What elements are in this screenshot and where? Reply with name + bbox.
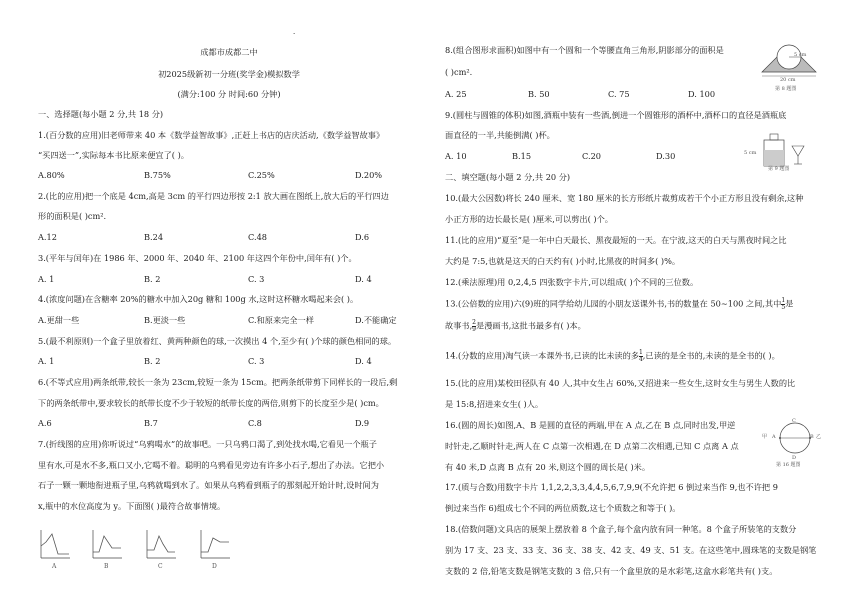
q1-option-a: A.80% xyxy=(38,170,65,180)
q13-fraction1-num: 1 xyxy=(781,297,786,304)
q13-line2-tail: 是漫画书,这批书最多有( )本。 xyxy=(476,320,586,331)
q8-dim-base: 20 cm xyxy=(780,77,796,83)
q8-caption: 第 8 题图 xyxy=(775,86,797,92)
q6-line1: 6.(不等式应用)两条纸带,较长一条为 23cm,较短一条为 15cm。把两条纸带剪下同样长的一段后,剩 xyxy=(38,377,398,387)
q1-line1: 1.(百分数的应用)旧老师带来 40 本《数学益智故事》,正赶上书店的店庆活动,《数学益智故事》 xyxy=(38,130,385,140)
q9-dim: 5 cm xyxy=(744,150,757,156)
q7-line3: 石子一颗一颗地衔进瓶子里,乌鸦就喝到水了。如果从乌鸦看到瓶子的那刻起开始计时,设时间为 xyxy=(38,480,379,490)
q16-caption: 第 16 题图 xyxy=(776,462,801,468)
q7-graph-label-c: C xyxy=(158,563,163,570)
q3-option-d: D. 4 xyxy=(355,274,372,284)
q2-option-c: C.48 xyxy=(248,232,267,242)
q2-line2: 形的面积是( )cm². xyxy=(38,211,107,221)
q8-option-a: A. 25 xyxy=(445,89,467,99)
q9-option-b: B.15 xyxy=(512,151,532,161)
q8-option-b: B. 50 xyxy=(528,89,550,99)
q2-option-b: B.24 xyxy=(144,232,164,242)
q1-option-b: B.75% xyxy=(144,170,171,180)
q4-option-d: D.不能确定 xyxy=(355,315,397,325)
q14-line1 xyxy=(445,350,780,363)
q13-line1-tail: 是 xyxy=(785,298,794,309)
q3-line1: 3.(平年与闰年)在 1986 年、2000 年、2040 年、2100 年这四个年份中,闰年有( )个。 xyxy=(38,253,357,263)
q16-label-d: D xyxy=(792,455,797,461)
q9-line1: 9.(圆柱与圆锥的体积)如图,酒瓶中装有一些酒,倒进一个圆锥形的酒杯中,酒杯口的直径是酒瓶底 xyxy=(445,110,787,120)
q18-line3: 支数的 2 倍,铅笔支数是钢笔支数的 3 倍,只有一个盒里放的是水彩笔,这盒水彩笔共有( )支。 xyxy=(445,566,778,576)
q4-line1: 4.(浓度问题)在含糖率 20%的糖水中加入20g 糖和 100g 水,这时这杯糖水喝起来会( )。 xyxy=(38,294,359,304)
q13-line2-text: 故事书, xyxy=(445,320,473,331)
q4-option-c: C.和原来完全一样 xyxy=(248,315,314,325)
q1-option-c: C.25% xyxy=(248,170,275,180)
q9-caption: 第 9 题图 xyxy=(768,166,790,172)
q7-graph-label-d: D xyxy=(212,563,217,570)
q1-line2: “买四送一”,实际每本书比原来便宜了( )。 xyxy=(38,150,189,160)
q14-fraction-den: 4 xyxy=(638,356,643,363)
q9-option-c: C.20 xyxy=(582,151,601,161)
q9-option-d: D.30 xyxy=(656,151,676,161)
q5-option-b: B. 2 xyxy=(144,356,161,366)
q16-label-a: A xyxy=(772,434,776,440)
q1-option-d: D.20% xyxy=(355,170,383,180)
q17-line2: 倒过来当作 6)组成七个不同的两位质数,这七个质数之和等于( )。 xyxy=(445,503,681,513)
q6-option-b: B.7 xyxy=(144,418,158,428)
q10-line2: 小正方形的边长最长是( )厘米,可以剪出( )个。 xyxy=(445,214,613,224)
q16-line2: 时针走,乙顺时针走,两人在 C 点第一次相遇,在 D 点第二次相遇,已知 C 点离 A 点 xyxy=(445,441,739,451)
q11-line2: 大约是 7:5,也就是这天的白天约有( )小时,比黑夜的时间多( )%。 xyxy=(445,256,681,266)
q8-dim-radius: 5 cm xyxy=(794,52,807,58)
q5-line1: 5.(最不利原则)一个盒子里放着红、黄两种颜色的球,一次摸出 4 个,至少有( )个球的颜色相同的球。 xyxy=(38,336,397,346)
q5-option-d: D. 4 xyxy=(355,356,372,366)
school-name: 成都市成都二中 xyxy=(200,47,258,57)
q4-option-a: A.更甜一些 xyxy=(38,315,80,325)
q6-option-c: C.8 xyxy=(248,418,262,428)
q8-line2: ( )cm². xyxy=(445,67,473,77)
q16-label-yi: 乙 xyxy=(816,434,822,440)
q2-line1: 2.(比的应用)把一个底是 4cm,高是 3cm 的平行四边形按 2:1 放大画在图纸上,放大后的平行四边 xyxy=(38,191,389,201)
q16-label-jia: 甲 xyxy=(762,434,768,440)
q8-option-d: D. 100 xyxy=(688,89,716,99)
top-dot: · xyxy=(293,30,296,38)
q8-line1: 8.(组合图形求面积)如图中有一个圆和一个等腰直角三角形,阴影部分的面积是 xyxy=(445,45,724,55)
q17-line1: 17.(质与合数)用数字卡片 1,1,2,2,3,3,4,4,5,6,7,9,9(不允许把 6 倒过来当作 9,也不许把 9 xyxy=(445,482,778,492)
q18-line1: 18.(倍数问题)文具店的展架上摆放着 8 个盒子,每个盒内放有同一种笔。8 个盒子所装笔的支数分 xyxy=(445,524,797,534)
q2-option-d: D.6 xyxy=(355,232,370,242)
q9-figure xyxy=(752,132,812,170)
q16-line3: 有 40 米,D 点离 B 点有 20 米,则这个圆的周长是( )米。 xyxy=(445,462,651,472)
q13-fraction2-den: 9 xyxy=(472,326,476,333)
q13-fraction2-num: 2 xyxy=(472,319,476,326)
q6-option-d: D.9 xyxy=(355,418,370,428)
q8-option-c: C. 75 xyxy=(608,89,630,99)
q5-option-c: C. 3 xyxy=(248,356,265,366)
q18-line2: 别为 17 支、23 支、33 支、36 支、38 支、42 支、49 支、51 支。在这些笔中,圆珠笔的支数是钢笔 xyxy=(445,545,817,555)
q13-fraction1-den: 5 xyxy=(781,304,786,311)
q3-option-b: B. 2 xyxy=(144,274,161,284)
q7-line1: 7.(折线图的应用)你听说过“乌鸦喝水”的故事吧。一只乌鸦口渴了,到处找水喝,它看见一个瓶子 xyxy=(38,439,377,449)
q7-graph-b xyxy=(90,528,124,564)
q4-option-b: B.更淡一些 xyxy=(144,315,186,325)
q15-line2: 是 15:8,招进来女生( )人。 xyxy=(445,399,544,409)
q14-line1-tail: ,已读的是全书的,未读的是全书的( )。 xyxy=(642,350,780,361)
section-choice-title: 一、选择题(每小题 2 分,共 18 分) xyxy=(38,109,164,119)
q7-line2: 里有水,可是水不多,瓶口又小,它喝不着。聪明的乌鸦看见旁边有许多小石子,想出了办法。它把小 xyxy=(38,460,385,470)
q7-graph-a xyxy=(38,528,72,564)
q6-line2: 下的两条纸带中,要求较长的纸带长度不少于较短的纸带长度的两倍,则剪下的长度至少是( )cm。 xyxy=(38,398,384,408)
q11-line1: 11.(比的应用)“夏至”是一年中白天最长、黑夜最短的一天。在宁波,这天的白天与黑夜时间之比 xyxy=(445,235,787,245)
q13-line2 xyxy=(445,320,586,333)
q9-line2: 面直径的一半,共能倒满( )杯。 xyxy=(445,130,555,140)
q16-line1: 16.(圆的周长)如图,A、B 是圆的直径的两端,甲在 A 点,乙在 B 点,同时出发,甲逆 xyxy=(445,420,736,430)
q10-line1: 10.(最大公因数)将长 240 厘米、宽 180 厘米的长方形纸片裁剪成若干个小正方形且没有剩余,这种 xyxy=(445,193,804,203)
q15-line1: 15.(比的应用)某校田径队有 40 人,其中女生占 60%,又招进来一些女生,这时女生与男生人数的比 xyxy=(445,378,796,388)
q3-option-c: C. 3 xyxy=(248,274,265,284)
q6-option-a: A.6 xyxy=(38,418,52,428)
q3-option-a: A. 1 xyxy=(38,274,55,284)
q5-option-a: A. 1 xyxy=(38,356,55,366)
q16-label-b: B xyxy=(810,434,814,440)
q13-line1 xyxy=(445,298,793,311)
q9-option-a: A. 10 xyxy=(445,151,467,161)
q7-graph-c xyxy=(144,528,178,564)
q14-fraction-num: 1 xyxy=(638,349,643,356)
q7-graph-label-b: B xyxy=(104,563,109,570)
section-fill-title: 二、填空题(每小题 2 分,共 20 分) xyxy=(445,172,571,182)
q14-line1-text: 14.(分数的应用)淘气读一本课外书,已读的比未读的多 xyxy=(445,350,639,361)
exam-title: 初2025级新初一分班(奖学金)模拟数学 xyxy=(158,69,300,79)
exam-meta: (满分:100 分 时间:60 分钟) xyxy=(177,89,281,99)
q2-option-a: A.12 xyxy=(38,232,57,242)
q16-label-c: C xyxy=(792,418,796,424)
q7-graph-label-a: A xyxy=(52,563,57,570)
q7-line4: x,瓶中的水位高度为 y。下面图( )最符合故事情境。 xyxy=(38,501,226,511)
q13-line1-text: 13.(公倍数的应用)六(9)班的同学给幼儿园的小朋友送课外书,书的数量在 50~100 之间,其中 xyxy=(445,298,782,309)
q7-graph-d xyxy=(198,528,232,564)
q12-line1: 12.(乘法原理)用 0,2,4,5 四张数字卡片,可以组成( )个不同的三位数。 xyxy=(445,277,699,287)
